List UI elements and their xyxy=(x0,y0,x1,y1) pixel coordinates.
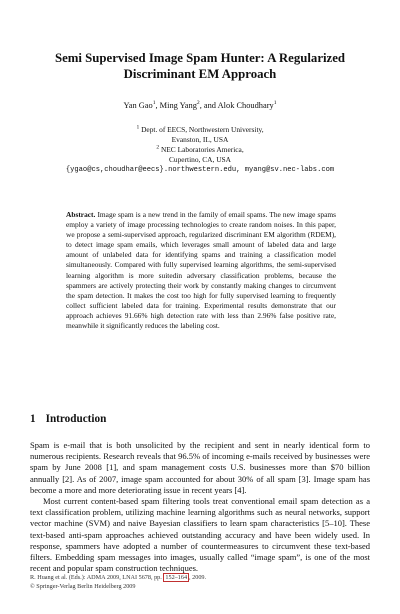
author-separator: , xyxy=(155,101,160,110)
affiliation-marker: 1 xyxy=(136,124,140,131)
author-emails: {ygao@cs,choudhar@eecs}.northwestern.edu, myang@sv.nec-labs.com xyxy=(65,166,335,175)
citation-line xyxy=(30,574,206,583)
copyright-line: © Springer-Verlag Berlin Heidelberg 2009 xyxy=(30,582,136,590)
citation-prefix: R. Huang et al. (Eds.): ADMA 2009, LNAI 5678, pp. xyxy=(30,574,164,581)
affiliation-marker: 2 xyxy=(156,144,160,151)
author-name: Yan Gao xyxy=(123,101,153,110)
section-number: 1 xyxy=(30,413,36,425)
paper-title: Semi Supervised Image Spam Hunter: A Regularized Discriminant EM Approach xyxy=(54,51,346,81)
author-separator: , and xyxy=(199,101,218,110)
affiliations xyxy=(0,125,400,175)
affiliation-1-line-2: Evanston, IL, USA xyxy=(171,135,229,145)
abstract xyxy=(66,210,336,331)
section-heading xyxy=(30,412,106,426)
citation-suffix: , 2009. xyxy=(189,574,207,581)
page-range-link[interactable]: 152–164 xyxy=(165,574,188,581)
affiliation-2-line-1 xyxy=(0,145,400,155)
affiliation-marker: 1 xyxy=(273,100,277,107)
paragraph: Most current content-based spam filtering tools treat conventional email spam detection as a text classification problem, utilizing machine learning algorithms such as neural networks, support vector machine (SVM) and naive Bayesian classifiers to learn spam characteristics [5–10]. These text-based anti-spam approaches achieved outstanding accuracy and have been widely used. In response, spammers have adopted a number of countermeasures to circumvent these text-based filters. Embedding spam messages into images, usually called “image spam”, is one of the most recent and popular spam construction techniques. xyxy=(30,496,370,574)
affiliation-marker: 2 xyxy=(196,100,200,107)
affiliation-1-line-1 xyxy=(0,125,400,135)
author-name: Alok Choudhary xyxy=(217,101,274,110)
affiliation-text: NEC Laboratories America, xyxy=(159,145,244,155)
abstract-label: Abstract. xyxy=(66,210,96,219)
section-title: Introduction xyxy=(45,413,107,425)
author-name: Ming Yang xyxy=(159,101,197,110)
page-footer xyxy=(30,574,206,591)
paragraph: Spam is e-mail that is both unsolicited by the recipient and sent in nearly identical form to numerous recipients. Research reveals that 96.5% of incoming e-mails received by businesses were spam by June 2008 [1], and spam management costs U.S. businesses more than $70 billion annually [2]. As of 2007, image spam accounted for about 30% of all spam [3]. Image spam has become a more and more deteriorating issue in recent years [4]. xyxy=(30,440,370,495)
affiliation-marker: 1 xyxy=(152,100,156,107)
section-body xyxy=(30,440,370,574)
abstract-text: Image spam is a new trend in the family of email spams. The new image spams employ a variety of image processing technologies to create random noises. In this paper, we propose a semi-supervised approach, regularized discriminant EM algorithm (RDEM), to detect image spam emails, which leverages small amount of labeled data and large amount of unlabeled data for identifying spams and training a classification model simultaneously. Compared with fully supervised learning algorithms, the semi-supervised learning algorithm is more suitedin adversary classification problems, because the spammers are actively protecting their work by constantly making changes to circumvent the spam detection. It makes the cost too high for fully supervised learning to frequently collect sufficient labeled data for training. Experimental results demonstrate that our approach achieves 91.66% high detection rate with less than 2.96% false positive rate, meanwhile it significantly reduces the labeling cost. xyxy=(66,210,336,331)
affiliation-text: Dept. of EECS, Northwestern University, xyxy=(139,125,264,134)
affiliation-2-line-2: Cupertino, CA, USA xyxy=(168,155,231,165)
author-list xyxy=(0,100,400,112)
